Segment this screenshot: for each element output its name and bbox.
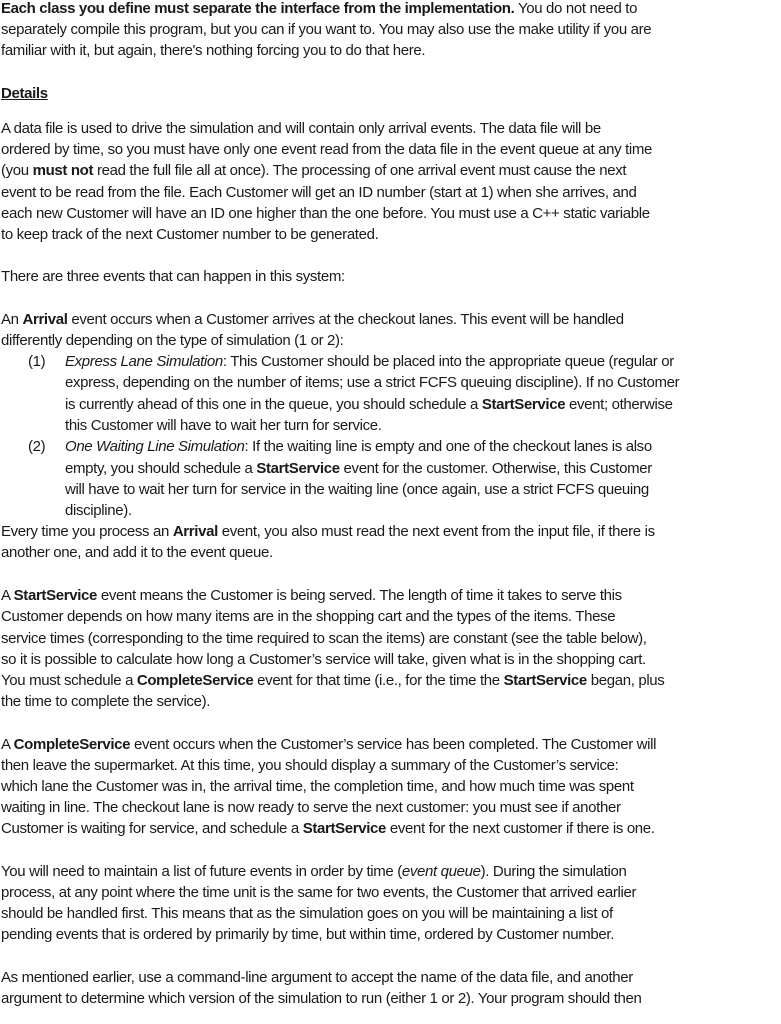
completeservice-line-4: waiting in line. The checkout lane is now ready to serve the next customer: you must see if another: [1, 799, 621, 816]
startservice-line-2: Customer depends on how many items are in the shopping cart and the types of the items. These: [1, 608, 616, 625]
completeservice-line-5: Customer is waiting for service, and schedule a StartService event for the next customer if there is one.: [1, 820, 655, 837]
data-file-line-2: ordered by time, so you must have only one event read from the data file in the event queue at any time: [1, 141, 653, 158]
event-queue-line-4: pending events that is ordered by primarily by time, but within time, ordered by Customer number.: [1, 926, 615, 943]
completeservice-line-2: then leave the supermarket. At this time, you should display a summary of the Customer’s service:: [1, 757, 619, 774]
event-queue-line-1: You will need to maintain a list of future events in order by time (event queue). During the simulation: [1, 863, 627, 880]
data-file-line-5: each new Customer will have an ID one higher than the one before. You must use a C++ static variable: [1, 205, 650, 222]
data-file-line-4: event to be read from the file. Each Customer will get an ID number (start at 1) when she arrives, and: [1, 184, 637, 201]
startservice-term: StartService: [13, 587, 98, 604]
must-not-emphasis: must not: [32, 162, 94, 179]
arrival-after-line-1: Every time you process an Arrival event, you also must read the next event from the input file, if there is: [1, 523, 655, 540]
arrival-after-line-2: another one, and add it to the event queue.: [1, 544, 273, 561]
data-file-line-6: to keep track of the next Customer number to be generated.: [1, 226, 379, 243]
event-queue-line-2: process, at any point where the time unit is the same for two events, the Customer that arrived earlier: [1, 884, 637, 901]
list-item-2-line-1: One Waiting Line Simulation: If the waiting line is empty and one of the checkout lanes is also: [65, 438, 652, 455]
completeservice-term: CompleteService: [13, 736, 131, 753]
three-events-line: There are three events that can happen in this system:: [1, 268, 345, 285]
list-item-2-line-3: will have to wait her turn for service in the waiting line (once again, use a strict FCFS queuing: [65, 481, 649, 498]
arrival-line-1: An Arrival event occurs when a Customer arrives at the checkout lanes. This event will be handled: [1, 311, 624, 328]
list-item-1-line-2: express, depending on the number of items; use a strict FCFS queuing discipline). If no Customer: [65, 374, 680, 391]
startservice-line-1: A StartService event means the Customer is being served. The length of time it takes to serve this: [1, 587, 622, 604]
list-item-1-line-4: this Customer will have to wait her turn for service.: [65, 417, 382, 434]
express-lane-term: Express Lane Simulation: [65, 353, 223, 370]
data-file-line-1: A data file is used to drive the simulation and will contain only arrival events. The data file will be: [1, 120, 601, 137]
intro-line-2: separately compile this program, but you can if you want to. You may also use the make utility if you are: [1, 21, 652, 38]
arrival-line-2: differently depending on the type of simulation (1 or 2):: [1, 332, 344, 349]
event-queue-term: event queue: [401, 863, 481, 880]
one-waiting-line-term: One Waiting Line Simulation: [65, 438, 245, 455]
cmdline-line-2: argument to determine which version of the simulation to run (either 1 or 2). Your program should then: [1, 990, 642, 1007]
arrival-term: Arrival: [22, 311, 68, 328]
cmdline-line-1: As mentioned earlier, use a command-line argument to accept the name of the data file, and another: [1, 969, 633, 986]
completeservice-line-1: A CompleteService event occurs when the Customer’s service has been completed. The Customer will: [1, 736, 657, 753]
list-item-1-number: (1): [28, 353, 46, 370]
details-heading: Details: [1, 85, 48, 102]
intro-line-3: familiar with it, but again, there's nothing forcing you to do that here.: [1, 42, 426, 59]
intro-bold-lead: Each class you define must separate the interface from the implementation.: [1, 0, 515, 17]
event-queue-line-3: should be handled first. This means that as the simulation goes on you will be maintaining a list of: [1, 905, 613, 922]
intro-line-1: Each class you define must separate the interface from the implementation. You do not need to: [1, 0, 638, 17]
list-item-1-line-1: Express Lane Simulation: This Customer should be placed into the appropriate queue (regular or: [65, 353, 674, 370]
data-file-line-3: (you must not read the full file all at once). The processing of one arrival event must cause the next: [1, 162, 627, 179]
startservice-line-5: You must schedule a CompleteService event for that time (i.e., for the time the StartService began, plus: [1, 672, 665, 689]
startservice-line-4: so it is possible to calculate how long a Customer’s service will take, given what is in the shopping cart.: [1, 651, 646, 668]
completeservice-line-3: which lane the Customer was in, the arrival time, the completion time, and how much time was spent: [1, 778, 634, 795]
startservice-line-3: service times (corresponding to the time required to scan the items) are constant (see the table below),: [1, 630, 647, 647]
list-item-2-line-2: empty, you should schedule a StartService event for the customer. Otherwise, this Customer: [65, 460, 652, 477]
startservice-line-6: the time to complete the service).: [1, 693, 211, 710]
list-item-1-line-3: is currently ahead of this one in the queue, you should schedule a StartService event; otherwise: [65, 396, 673, 413]
list-item-2-number: (2): [28, 438, 46, 455]
list-item-2-line-4: discipline).: [65, 502, 132, 519]
